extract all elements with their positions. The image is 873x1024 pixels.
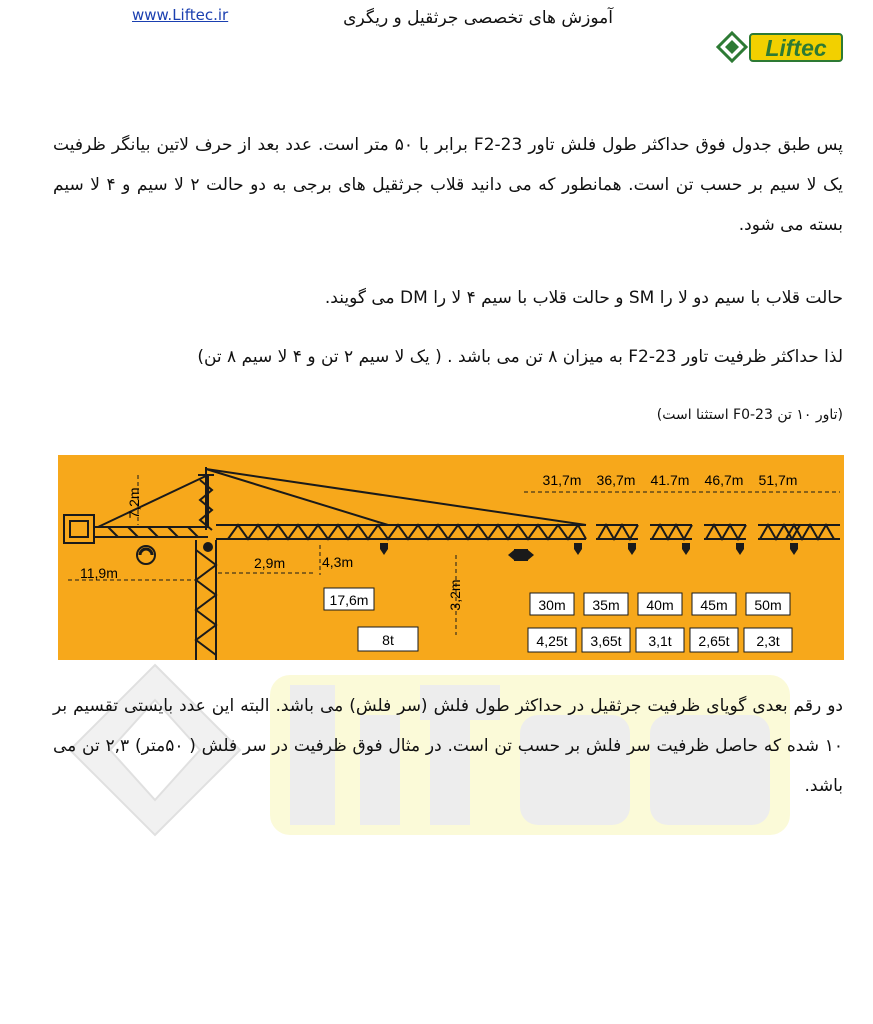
jib-length-label: 51,7m xyxy=(758,472,798,488)
capacity-label: 3,65t xyxy=(590,633,622,649)
paragraph-5: دو رقم بعدی گویای ظرفیت جرثقیل در حداکثر طول فلش (سر فلش) می باشد. البته این عدد بایستی تقسیم بر ۱۰ شده که حاصل ظرفیت سر فلش بر حسب تن است. در مثال فوق ظرفیت در سر فلش ( ۵۰متر) ۲,۳ تن می باشد. xyxy=(53,696,843,796)
radius-label: 45m xyxy=(700,597,728,613)
svg-text:Liftec: Liftec xyxy=(765,35,827,61)
dim-counter-jib: 11,9m xyxy=(80,565,118,581)
jib-length-label: 31,7m xyxy=(542,472,582,488)
dim-offset: 2,9m xyxy=(254,555,286,571)
capacity-label: 2,65t xyxy=(698,633,730,649)
dim-height-top: 7,2m xyxy=(126,487,142,519)
paragraph-4-note: (تاور ۱۰ تن F0-23 استثنا است) xyxy=(656,407,843,423)
radius-label: 35m xyxy=(592,597,620,613)
capacity-label: 2,3t xyxy=(756,633,780,649)
paragraph-2: حالت قلاب با سیم دو لا را SM و حالت قلاب با سیم ۴ لا را DM می گویند. xyxy=(324,288,843,308)
jib-length-label: 46,7m xyxy=(704,472,744,488)
paragraph-3: لذا حداکثر ظرفیت تاور F2-23 به میزان ۸ تن می باشد . ( یک لا سیم ۲ تن و ۴ لا سیم ۸ تن) xyxy=(197,347,843,367)
radius-label: 30m xyxy=(538,597,566,613)
radius-label: 40m xyxy=(646,597,674,613)
dim-hook-height: 3,2m xyxy=(447,579,463,611)
capacity-label: 3,1t xyxy=(648,633,672,649)
paragraph-1: پس طبق جدول فوق حداکثر طول فلش تاور F2-23 برابر با ۵۰ متر است. عدد بعد از حرف لاتین بیانگر ظرفیت یک لا سیم بر حسب تن است. همانطور که می دانید قلاب جرثقیل های برجی به دو حالت ۲ لا سیم و ۴ لا سیم بسته می شود. xyxy=(53,135,843,235)
header-title: آموزش های تخصصی جرثقیل و ریگری xyxy=(343,8,613,28)
radius-label: 50m xyxy=(754,597,782,613)
jib-length-label: 36,7m xyxy=(596,472,636,488)
liftec-logo xyxy=(716,30,844,64)
dim-depth: 4,3m xyxy=(322,554,354,570)
inner-capacity-label: 8t xyxy=(382,632,394,648)
jib-length-label: 41.7m xyxy=(650,472,690,488)
website-link[interactable]: www.Liftec.ir xyxy=(132,6,229,24)
inner-radius-label: 17,6m xyxy=(329,592,369,608)
capacity-label: 4,25t xyxy=(536,633,568,649)
crane-load-diagram xyxy=(58,455,844,660)
